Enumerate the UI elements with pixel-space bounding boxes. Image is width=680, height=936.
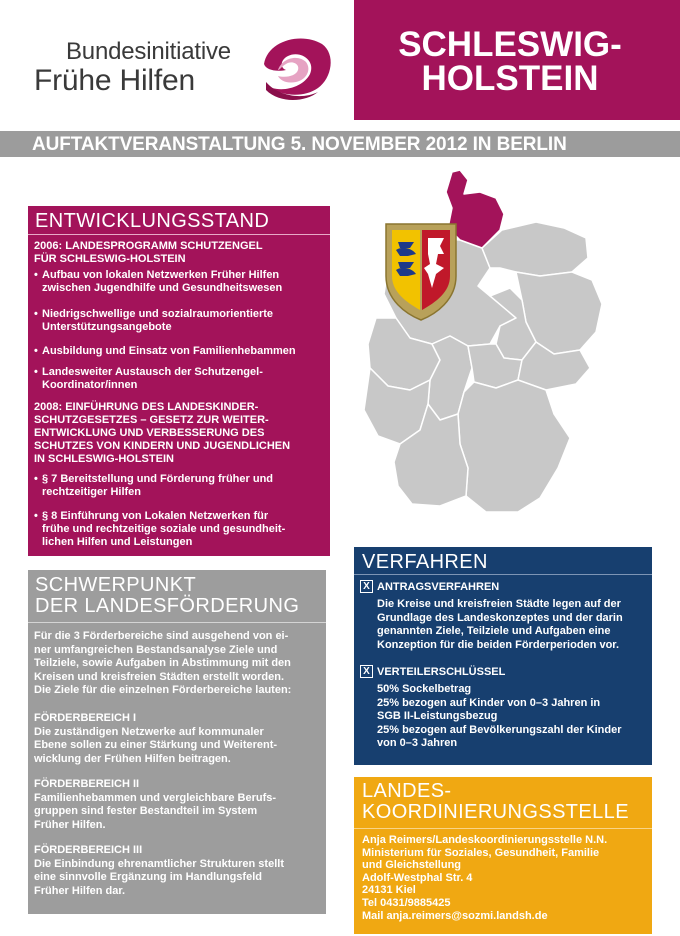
bullet-icon: •: [34, 345, 38, 357]
checkbox-checked-icon: X: [360, 580, 373, 593]
logo-text-line2: Frühe Hilfen: [34, 64, 196, 97]
heading-line: 2006: LANDESPROGRAMM SCHUTZENGEL: [34, 240, 263, 252]
contact-email: Mail anja.reimers@sozmi.landsh.de: [362, 909, 548, 922]
list-item: • § 7 Bereitstellung und Förderung früher und rechtzeitiger Hilfen: [34, 473, 274, 498]
contact-name: Anja Reimers/Landeskoordinierungsstelle N.N.: [362, 834, 608, 846]
divider: [354, 574, 652, 575]
bullet-icon: •: [34, 269, 38, 281]
foerderbereich-3: FÖRDERBEREICH III Die Einbindung ehrenamtlicher Strukturen stellt eine sinnvolle Ergänzung im Handlungsfeld Früher Hilfen dar.: [34, 844, 284, 897]
region-title-line1: SCHLESWIG-: [398, 25, 622, 64]
contact-city: 24131 Kiel: [362, 884, 416, 897]
contact-phone: Tel 0431/9885425: [362, 896, 451, 909]
schwerpunkt-intro: Für die 3 Förderbereiche sind ausgehend von ei- ner umfangreichen Bestandsanalyse Ziele und Teilziele, sowie Aufgaben in Abstimmung mit den Kreisen und kreisfreien Städten erstellt worden. Die Ziele für die einzelnen Förderbereiche lauten:: [34, 630, 292, 697]
list-item: • Aufbau von lokalen Netzwerken Früher Hilfen zwischen Jugendhilfe und Gesundheitswesen: [34, 269, 283, 294]
entwicklungsstand-heading-2006: [34, 240, 326, 266]
list-item: • § 8 Einführung von Lokalen Netzwerken für frühe und rechtzeitige soziale und gesundheit- lichen Hilfen und Leistungen: [34, 510, 286, 548]
antragsverfahren-heading: ANTRAGSVERFAHREN: [377, 581, 500, 593]
region-title: [354, 25, 666, 98]
foerderbereich-2: FÖRDERBEREICH II Familienhebammen und vergleichbare Berufs- gruppen sind fester Bestandteil im System Früher Hilfen.: [34, 778, 277, 831]
list-item: • Niedrigschwellige und sozialraumorientierte Unterstützungsangebote: [34, 308, 274, 333]
koordinierungsstelle-title: LANDES- KOORDINIERUNGSSTELLE: [362, 780, 629, 823]
contact-ministry-cont: und Gleichstellung: [362, 859, 462, 872]
entwicklungsstand-heading-2008: 2008: EINFÜHRUNG DES LANDESKINDER- SCHUTZGESETZES – GESETZ ZUR WEITER- ENTWICKLUNG UND VERBESSERUNG DES SCHUTZES VON KINDERN UND JUGENDLICHEN IN SCHLESWIG-HOLSTEIN: [34, 401, 291, 465]
bullet-icon: •: [34, 510, 38, 522]
germany-map: [340, 168, 670, 538]
divider: [28, 622, 326, 623]
antragsverfahren-text: Die Kreise und kreisfreien Städte legen auf der Grundlage des Landeskonzeptes und der darin genannten Ziele, Teilziele und Aufgaben eine Konzeption für die beiden Förderperioden vor.: [377, 598, 623, 651]
checkbox-checked-icon: X: [360, 665, 373, 678]
bullet-icon: •: [34, 308, 38, 320]
schwerpunkt-title: SCHWERPUNKT DER LANDESFÖRDERUNG: [35, 574, 300, 617]
list-item: • Landesweiter Austausch der Schutzengel- Koordinator/innen: [34, 366, 263, 391]
region-title-line2: HOLSTEIN: [421, 59, 599, 98]
contact-details: [362, 834, 650, 922]
foerderbereich-1: FÖRDERBEREICH I Die zuständigen Netzwerke auf kommunaler Ebene sollen zu einer Stärkung und Weiterent- wicklung der Frühen Hilfen beitragen.: [34, 712, 278, 765]
event-title: AUFTAKTVERANSTALTUNG 5. NOVEMBER 2012 IN BERLIN: [32, 134, 567, 155]
logo-text-line1: Bundesinitiative: [66, 38, 231, 65]
divider: [354, 828, 652, 829]
verteilerschluessel-heading: VERTEILERSCHLÜSSEL: [377, 666, 506, 678]
verteilerschluessel-text: 50% Sockelbetrag 25% bezogen auf Kinder von 0–3 Jahren in SGB II-Leistungsbezug 25% bezogen auf Bevölkerungszahl der Kinder von 0–3 Jahren: [377, 683, 622, 750]
bullet-icon: •: [34, 473, 38, 485]
list-item: • Ausbildung und Einsatz von Familienhebammen: [34, 345, 296, 357]
swirl-logo-icon: [258, 30, 336, 108]
contact-ministry: Ministerium für Soziales, Gesundheit, Familie: [362, 846, 600, 859]
verfahren-title: VERFAHREN: [362, 551, 488, 573]
divider: [28, 234, 330, 235]
entwicklungsstand-title: ENTWICKLUNGSSTAND: [35, 210, 270, 232]
bullet-icon: •: [34, 366, 38, 378]
heading-line: FÜR SCHLESWIG-HOLSTEIN: [34, 253, 186, 265]
contact-street: Adolf-Westphal Str. 4: [362, 871, 473, 884]
